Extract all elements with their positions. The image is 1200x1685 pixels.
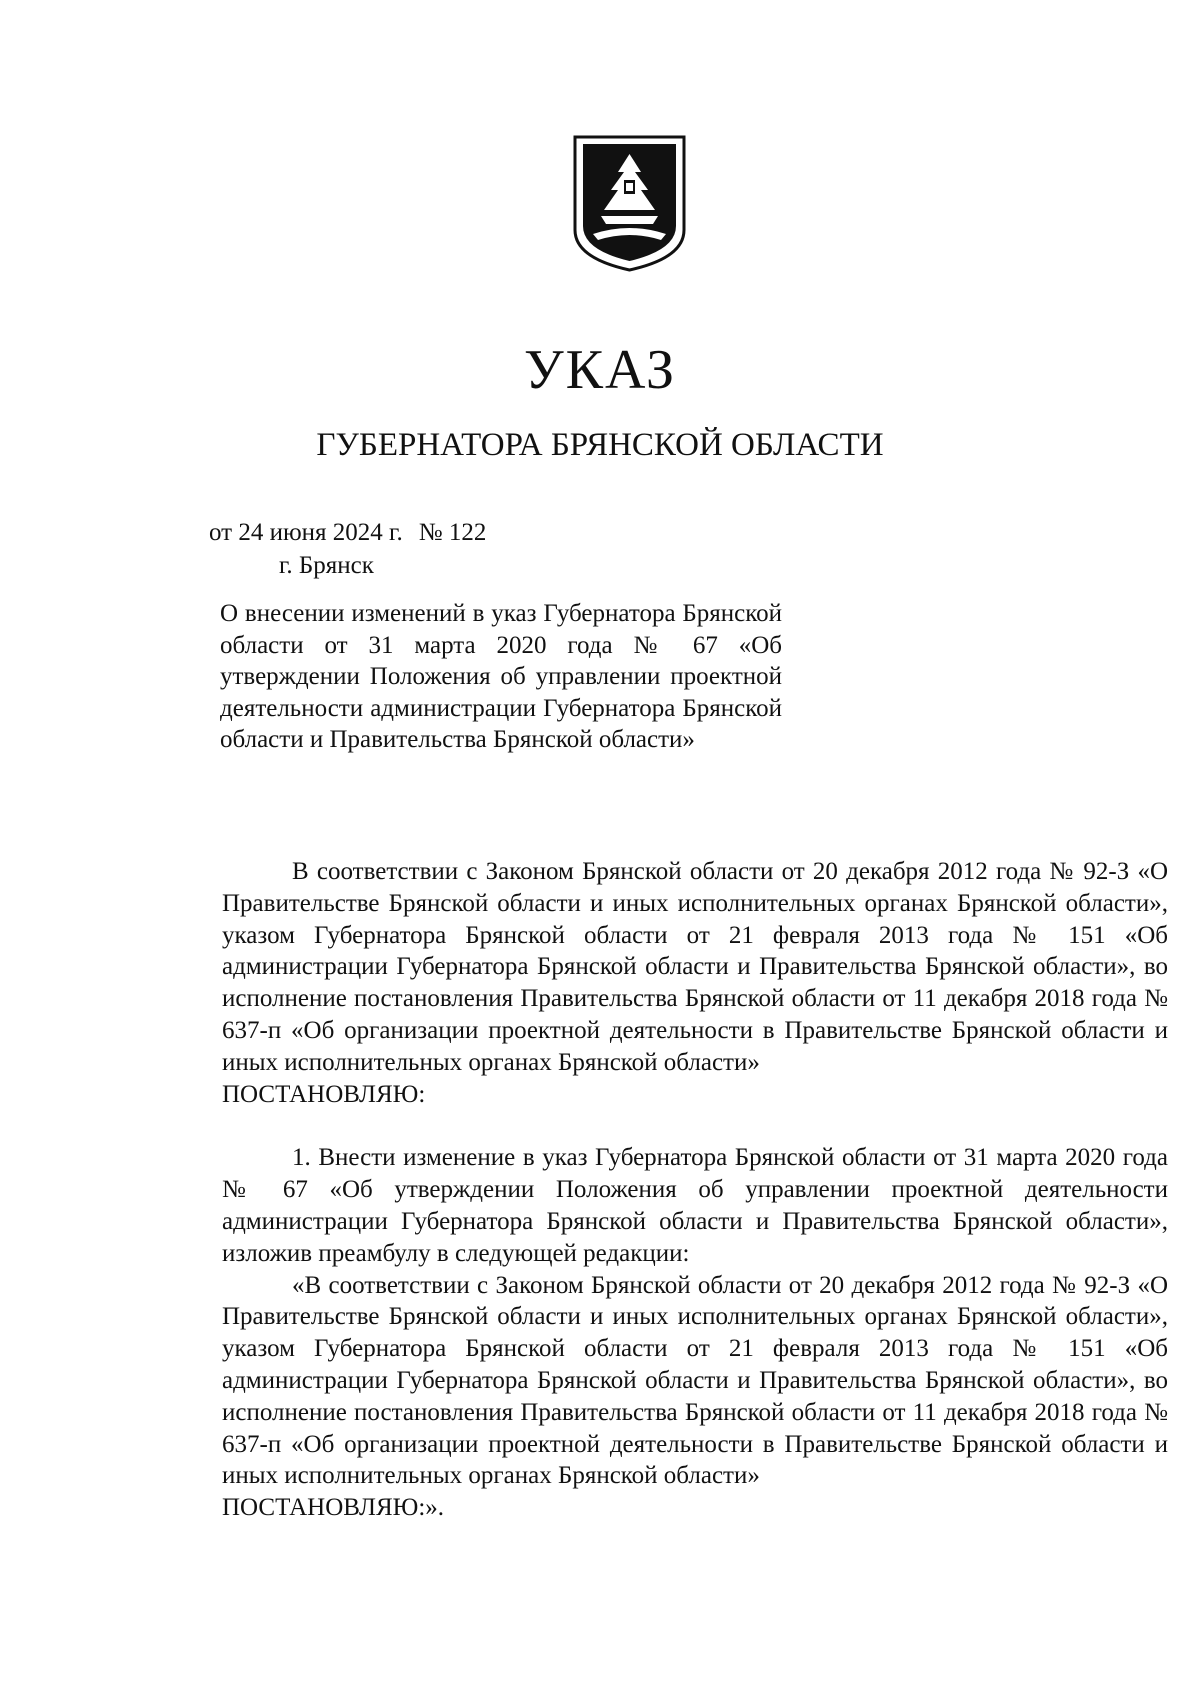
item-1-paragraph: 1. Внести изменение в указ Губернатора Брянской области от 31 марта 2020 года № 67 «Об утверждении Положения об управлении проектной деятельности администрации Губернатора Брянской области и Правительства Брянской области», изложив преамбулу в следующей редакции: — [222, 1144, 1168, 1267]
document-city: г. Брянск — [279, 552, 374, 579]
document-title: УКАЗ — [523, 339, 677, 401]
quoted-preamble-paragraph: «В соответствии с Законом Брянской области от 20 декабря 2012 года № 92-З «О Правительстве Брянской области и иных исполнительных органах Брянской области», указом Губернатора Брянской области от 21 февраля 2013 года № 151 «Об администрации Губернатора Брянской области и Правительства Брянской области», во исполнение постановления Правительства Брянской области от 11 декабря 2018 года № 637-п «Об организации проектной деятельности в Правительстве Брянской области и иных исполнительных органах Брянской области» — [222, 1271, 1168, 1490]
document-body — [222, 856, 1168, 1524]
document-subtitle: ГУБЕРНАТОРА БРЯНСКОЙ ОБЛАСТИ — [316, 427, 884, 463]
document-number: № 122 — [418, 519, 487, 546]
document-heading: О внесении изменений в указ Губернатора Брянской области от 31 марта 2020 года № 67 «Об утверждении Положения об управлении проектной деятельности администрации Губернатора Брянской области и Правительства Брянской области» — [220, 600, 782, 753]
document-date: от 24 июня 2024 г. — [209, 519, 403, 546]
quoted-decree-word: ПОСТАНОВЛЯЮ:». — [222, 1494, 445, 1522]
coat-of-arms-emblem — [571, 134, 688, 273]
date-line — [209, 518, 486, 548]
preamble-paragraph: В соответствии с Законом Брянской области от 20 декабря 2012 года № 92-З «О Правительстве Брянской области и иных исполнительных органах Брянской области», указом Губернатора Брянской области от 21 февраля 2013 года № 151 «Об администрации Губернатора Брянской области и Правительства Брянской области», во исполнение постановления Правительства Брянской области от 11 декабря 2018 года № 637-п «Об организации проектной деятельности в Правительстве Брянской области и иных исполнительных органах Брянской области» — [222, 858, 1168, 1076]
decree-word: ПОСТАНОВЛЯЮ: — [222, 1080, 426, 1108]
